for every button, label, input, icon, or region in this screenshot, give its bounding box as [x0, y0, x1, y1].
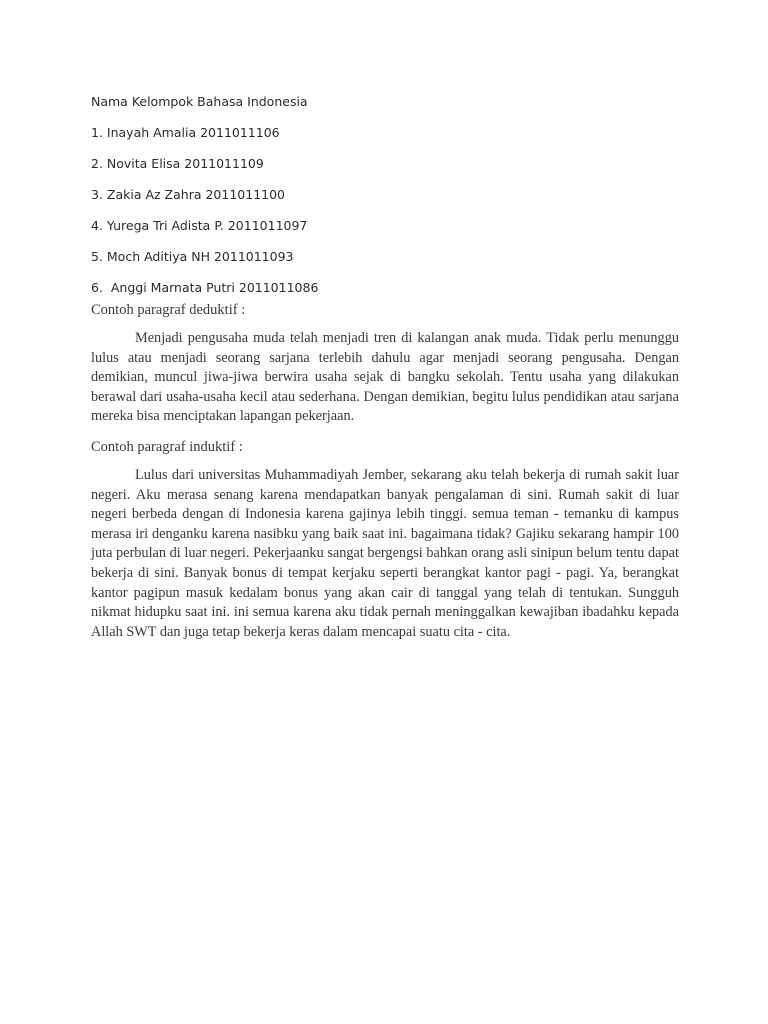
group-title: Nama Kelompok Bahasa Indonesia [91, 94, 308, 109]
member-item: 6. Anggi Marnata Putri 2011011086 [91, 280, 319, 295]
member-item: 3. Zakia Az Zahra 2011011100 [91, 187, 286, 202]
member-item: 4. Yurega Tri Adista P. 2011011097 [91, 218, 308, 233]
member-item: 1. Inayah Amalia 2011011106 [91, 125, 280, 140]
inductive-paragraph: Lulus dari universitas Muhammadiyah Jember, sekarang aku telah bekerja di rumah sakit luar negeri. Aku merasa senang karena mendapatkan banyak pengalaman di sini. Rumah sakit di luar negeri berbeda dengan di Indonesia karena gajinya lebih tinggi. semua teman - temanku di kampus merasa iri denganku karena nasibku yang baik saat ini. bagaimana tidak? Gajiku sekarang hampir 100 juta perbulan di luar negeri. Pekerjaanku sangat bergengsi bahkan orang asli sinipun belum tentu dapat bekerja di sini. Banyak bonus di tempat kerjaku seperti berangkat kantor pagi - pagi. Ya, berangkat kantor pagipun masuk kedalam bonus yang akan cair di tanggal yang telah di tentukan. Sungguh nikmat hidupku saat ini. ini semua karena aku tidak pernah meninggalkan kewajiban ibadahku kepada Allah SWT dan juga tetap bekerja keras dalam mencapai suatu cita - cita. [91, 466, 679, 640]
member-item: 2. Novita Elisa 2011011109 [91, 156, 264, 171]
member-item: 5. Moch Aditiya NH 2011011093 [91, 249, 294, 264]
document-body [91, 92, 679, 652]
deductive-label: Contoh paragraf deduktif : [91, 302, 246, 318]
inductive-label: Contoh paragraf induktif : [91, 438, 243, 455]
deductive-paragraph: Menjadi pengusaha muda telah menjadi tren di kalangan anak muda. Tidak perlu menunggu lulus atau menjadi seorang sarjana terlebih dahulu agar menjadi seorang pengusaha. Dengan demikian, muncul jiwa-jiwa berwira usaha sejak di bangku sekolah. Tentu usaha yang dilakukan berawal dari usaha-usaha kecil atau sederhana. Dengan demikian, begitu lulus pendidikan atau sarjana mereka bisa menciptakan lapangan pekerjaan. [91, 330, 679, 425]
